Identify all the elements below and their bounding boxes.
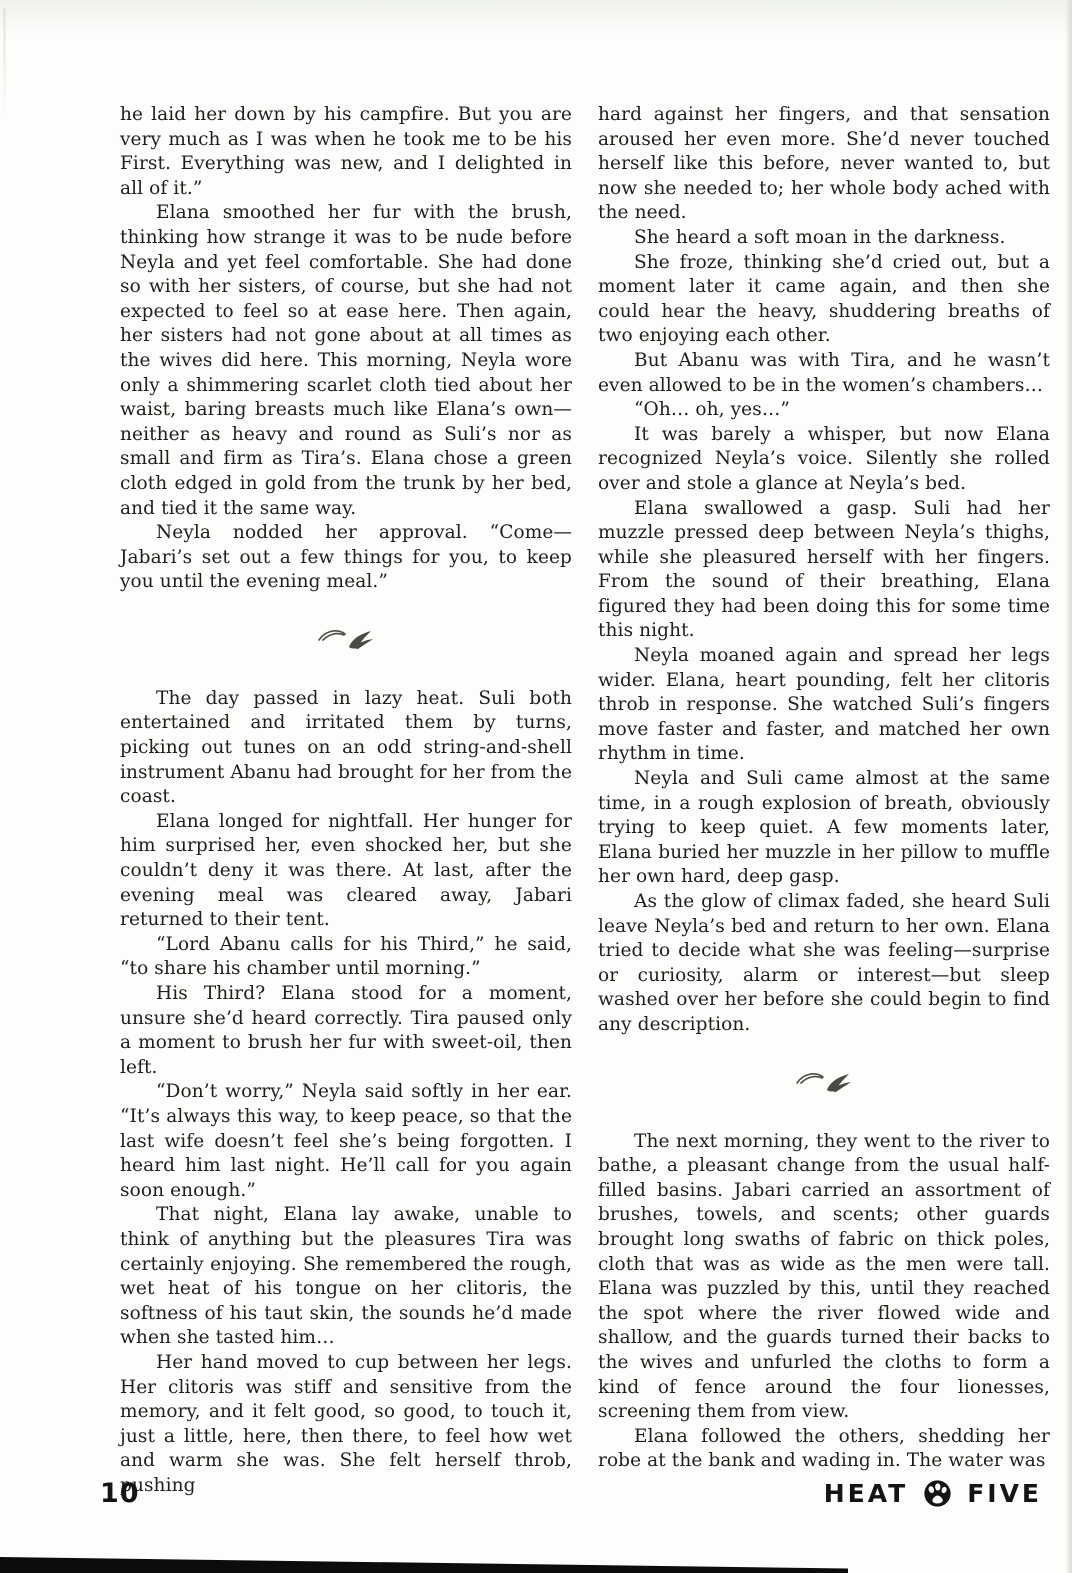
paragraph: Elana longed for nightfall. Her hunger for him surprised her, even shocked her, but she couldn’t deny it was there. At last, after the evening meal was cleared away, Jabari returned to their tent. bbox=[120, 810, 572, 931]
paragraph: “Don’t worry,” Neyla said softly in her ear. “It’s always this way, to keep peace, so that the last wife doesn’t feel she’s being forgotten. I heard him last night. He’ll call for you again soon enough.” bbox=[120, 1081, 572, 1201]
paragraph: hard against her fingers, and that sensation aroused her even more. She’d never touched herself like this before, never wanted to, but now she needed to; her whole body ached with the need. bbox=[598, 104, 1050, 224]
paragraph: Elana swallowed a gasp. Suli had her muzzle pressed deep between Neyla’s thighs, while she pleasured herself with her fingers. From the sound of their breathing, Elana figured they had been doing this for some time this night. bbox=[598, 497, 1050, 642]
paragraph: Neyla moaned again and spread her legs wider. Elana, heart pounding, felt her clitoris throb in response. She watched Suli’s fingers move faster and faster, and matched her own rhythm in time. bbox=[598, 645, 1050, 765]
fern-flourish-icon bbox=[315, 626, 377, 652]
paragraph: Neyla nodded her approval. “Come—Jabari’s set out a few things for you, to keep you until the evening meal.” bbox=[120, 522, 572, 593]
footer-brand bbox=[824, 1479, 1042, 1508]
paragraph: As the glow of climax faded, she heard Suli leave Neyla’s bed and return to her own. Elana tried to decide what she was feeling—surprise or curiosity, alarm or interest—but sleep washed over her before she could begin to find any description. bbox=[598, 891, 1050, 1035]
paragraph: That night, Elana lay awake, unable to think of anything but the pleasures Tira was certainly enjoying. She remembered the rough, wet heat of his tongue on her clitoris, the softness of his taut skin, the sounds he’d made when she tasted him… bbox=[120, 1204, 572, 1349]
paragraph: His Third? Elana stood for a moment, unsure she’d heard correctly. Tira paused only a moment to brush her fur with sweet-oil, then left. bbox=[120, 983, 572, 1078]
scan-top-band bbox=[0, 0, 1072, 34]
section-break bbox=[120, 626, 572, 652]
paragraph: Her hand moved to cup between her legs. Her clitoris was stiff and sensitive from the memory, and it felt good, so good, to touch it, just a little, here, then there, to feel how wet and warm she was. She felt herself throb, pushing bbox=[120, 1351, 572, 1496]
page-number: 10 bbox=[100, 1478, 140, 1509]
brand-word-heat: HEAT bbox=[823, 1479, 909, 1508]
paragraph: Elana followed the others, shedding her robe at the bank and wading in. The water was bbox=[598, 1425, 1050, 1472]
paragraph: The day passed in lazy heat. Suli both entertained and irritated them by turns, picking out tunes on an odd string-and-shell instrument Abanu had brought for her from the coast. bbox=[120, 687, 573, 808]
scan-bottom-bar bbox=[0, 1557, 848, 1573]
paragraph: She heard a soft moan in the darkness. bbox=[634, 226, 1006, 248]
scan-edge-artifact bbox=[3, 8, 6, 118]
text-column-left bbox=[120, 103, 572, 1498]
paragraph: “Oh… oh, yes…” bbox=[634, 399, 790, 421]
paragraph: It was barely a whisper, but now Elana recognized Neyla’s voice. Silently she rolled over and stole a glance at Neyla’s bed. bbox=[598, 423, 1050, 494]
paw-icon bbox=[923, 1479, 952, 1508]
scan-right-edge bbox=[1065, 0, 1072, 1573]
paragraph: Elana smoothed her fur with the brush, thinking how strange it was to be nude before Neyla and yet feel comfortable. She had done so with her sisters, of course, but she had not expected to feel so at ease here. Then again, her sisters had not gone about at all times as the wives did here. This morning, Neyla wore only a shimmering scarlet cloth tied about her waist, baring breasts much like Elana’s own—neither as heavy and round as Suli’s nor as small and firm as Tira’s. Elana chose a green cloth edged in gold from the trunk by her bed, and tied it the same way. bbox=[120, 202, 572, 519]
brand-word-five: FIVE bbox=[967, 1479, 1042, 1508]
text-column-right bbox=[598, 103, 1050, 1474]
paragraph: Neyla and Suli came almost at the same time, in a rough explosion of breath, obviously trying to keep quiet. A few moments later, Elana buried her muzzle in her pillow to muffle her own hard, deep gasp. bbox=[598, 768, 1050, 888]
paragraph: The next morning, they went to the river to bathe, a pleasant change from the usual half-filled basins. Jabari carried an assortment of brushes, towels, and scents; other guards brought long swaths of fabric on thick poles, cloth that was as wide as the men were tall. Elana was puzzled by this, until they reached the spot where the river flowed wide and shallow, and the guards turned their backs to the wives and unfurled the cloths to form a kind of fence around the four lionesses, screening them from view. bbox=[598, 1130, 1050, 1423]
paragraph: She froze, thinking she’d cried out, but a moment later it came again, and then she could hear the heavy, shuddering breaths of two enjoying each other. bbox=[598, 251, 1050, 347]
paragraph: “Lord Abanu calls for his Third,” he said, “to share his chamber until morning.” bbox=[120, 933, 572, 980]
paragraph: But Abanu was with Tira, and he wasn’t even allowed to be in the women’s chambers… bbox=[598, 349, 1050, 396]
fern-flourish-icon bbox=[793, 1069, 855, 1095]
paragraph: he laid her down by his campfire. But you are very much as I was when he took me to be his First. Everything was new, and I delighted in all of it.” bbox=[120, 104, 572, 199]
section-break bbox=[598, 1069, 1050, 1095]
